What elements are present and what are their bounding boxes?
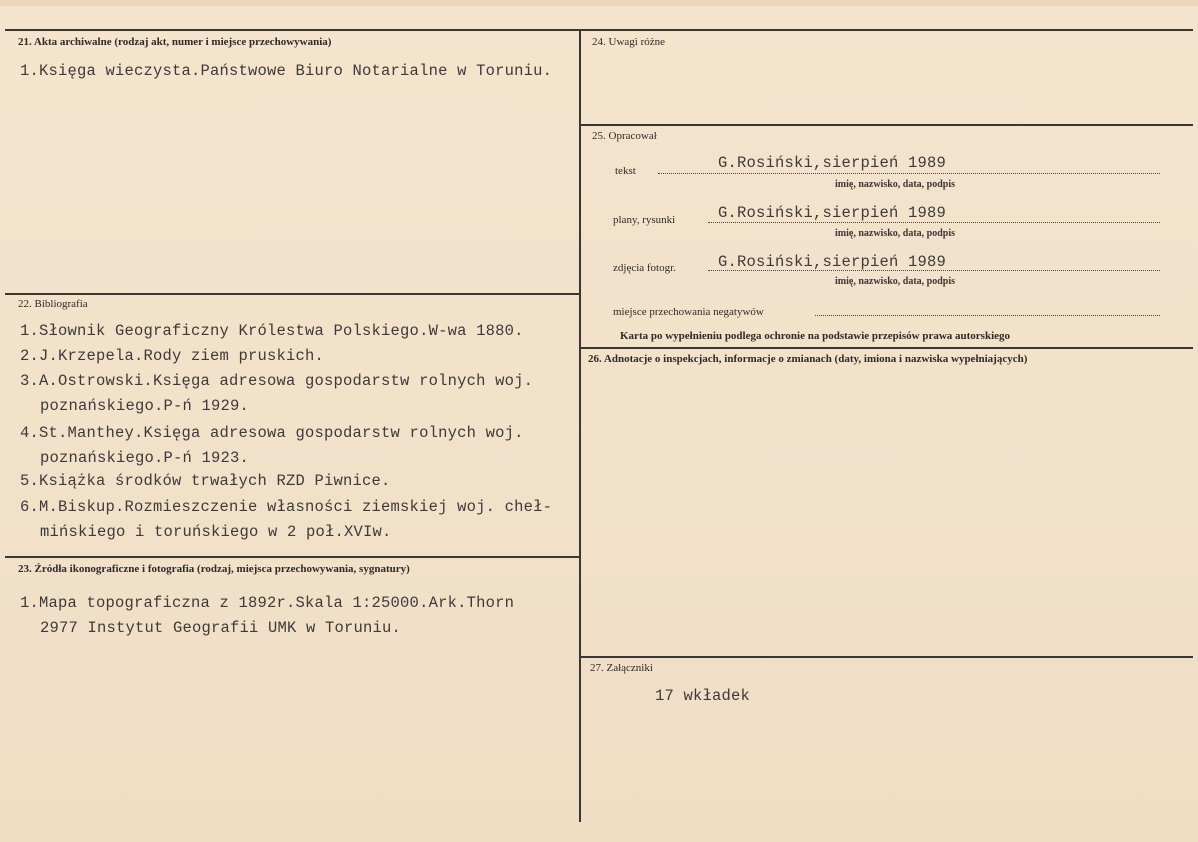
author-text-label: tekst bbox=[615, 165, 636, 177]
card-top-edge bbox=[0, 0, 1198, 6]
section-22-header: 22. Bibliografia bbox=[18, 298, 88, 310]
iconography-line: 2977 Instytut Geografii UMK w Toruniu. bbox=[40, 619, 402, 637]
bibliography-line: 1.Słownik Geograficzny Królestwa Polskiego.W-wa 1880. bbox=[20, 322, 524, 340]
divider-22-23 bbox=[5, 556, 580, 558]
middle-divider bbox=[579, 29, 581, 822]
iconography-line: 1.Mapa topograficzna z 1892r.Skala 1:25000.Ark.Thorn bbox=[20, 594, 515, 612]
section-27-header: 27. Załączniki bbox=[590, 662, 653, 674]
section-23-header: 23. Źródła ikonograficzne i fotografia (rodzaj, miejsca przechowywania, sygnatury) bbox=[18, 563, 410, 575]
author-photos-label: zdjęcia fotogr. bbox=[613, 262, 676, 274]
author-plans-label: plany, rysunki bbox=[613, 214, 676, 226]
divider-26-27 bbox=[580, 656, 1193, 658]
author-text-value: G.Rosiński,sierpień 1989 bbox=[718, 154, 947, 172]
section-21-line: 1.Księga wieczysta.Państwowe Biuro Notarialne w Toruniu. bbox=[20, 62, 553, 80]
bibliography-line: poznańskiego.P-ń 1929. bbox=[40, 397, 250, 415]
bibliography-line: 5.Książka środków trwałych RZD Piwnice. bbox=[20, 472, 391, 490]
divider-24-25 bbox=[580, 124, 1193, 126]
attachments-value: 17 wkładek bbox=[655, 687, 751, 705]
section-21-header: 21. Akta archiwalne (rodzaj akt, numer i miejsce przechowywania) bbox=[18, 36, 332, 48]
bibliography-line: 6.M.Biskup.Rozmieszczenie własności ziemskiej woj. cheł- bbox=[20, 498, 553, 516]
negatives-line bbox=[815, 315, 1160, 316]
author-plans-line bbox=[708, 222, 1160, 223]
section-26-header: 26. Adnotacje o inspekcjach, informacje o zmianach (daty, imiona i nazwiska wypełniających) bbox=[588, 353, 1028, 365]
bibliography-line: poznańskiego.P-ń 1923. bbox=[40, 449, 250, 467]
author-plans-hint: imię, nazwisko, data, podpis bbox=[835, 228, 956, 239]
bibliography-line: 4.St.Manthey.Księga adresowa gospodarstw rolnych woj. bbox=[20, 424, 524, 442]
author-photos-value: G.Rosiński,sierpień 1989 bbox=[718, 253, 947, 271]
divider-25-26 bbox=[580, 347, 1193, 349]
negatives-label: miejsce przechowania negatywów bbox=[613, 306, 764, 318]
section-25-header: 25. Opracował bbox=[592, 130, 657, 142]
author-text-line bbox=[658, 173, 1160, 174]
author-photos-hint: imię, nazwisko, data, podpis bbox=[835, 276, 956, 287]
copyright-notice: Karta po wypełnieniu podlega ochronie na podstawie przepisów prawa autorskiego bbox=[620, 330, 1011, 342]
author-plans-value: G.Rosiński,sierpień 1989 bbox=[718, 204, 947, 222]
bibliography-line: 3.A.Ostrowski.Księga adresowa gospodarstw rolnych woj. bbox=[20, 372, 534, 390]
bibliography-line: mińskiego i toruńskiego w 2 poł.XVIw. bbox=[40, 523, 392, 541]
section-24-header: 24. Uwagi różne bbox=[592, 36, 666, 48]
top-border bbox=[5, 29, 1193, 31]
author-text-hint: imię, nazwisko, data, podpis bbox=[835, 179, 956, 190]
divider-21-22 bbox=[5, 293, 580, 295]
bibliography-line: 2.J.Krzepela.Rody ziem pruskich. bbox=[20, 347, 325, 365]
